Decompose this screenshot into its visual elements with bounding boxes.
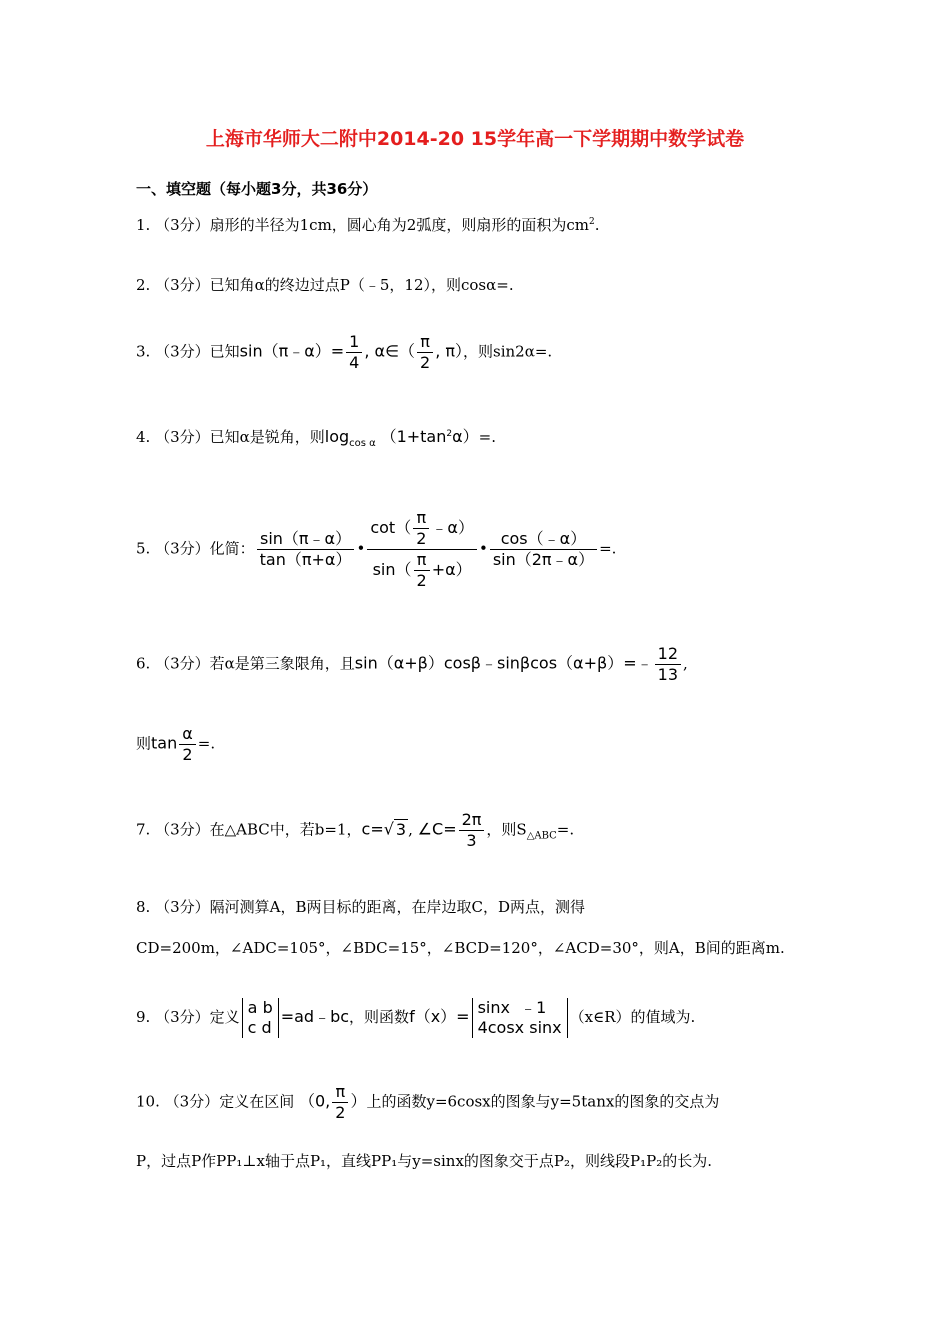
- question-6: 6. （3分）若α是第三象限角，且sin（α+β）cosβ﹣sinβcos（α+β）=﹣ $\frac{12}{13}$ ,: [136, 644, 688, 684]
- page-title: 上海市华师大二附中2014-20 15学年高一下学期期中数学试卷: [205, 128, 745, 150]
- question-10-line-2: P，过点P作PP₁⊥x轴于点P₁，直线PP₁与y=sinx的图象交于点P₂，则线段P₁P₂的长为.: [136, 1152, 713, 1170]
- question-8: 8. （3分）隔河测算A，B两目标的距离，在岸边取C，D两点，测得: [136, 898, 586, 916]
- question-6-line-2: 则tan $\frac{\alpha}{2}$ =.: [136, 724, 216, 764]
- question-1: 1. （3分）扇形的半径为1cm，圆心角为2弧度，则扇形的面积为$cm^2$.: [136, 216, 600, 234]
- question-10: 10. （3分）定义在区间 （0, $\frac{\pi}{2}$ ）上的函数y=6cosx的图象与y=5tanx的图象的交点为: [136, 1082, 720, 1122]
- determinant-function: sinx ﹣1 4cosx sinx: [472, 998, 568, 1038]
- question-9: 9. （3分）定义 a b c d =ad﹣bc，则函数f（x）= sinx ﹣1 4cosx sinx （x∈R）的值域为.: [136, 998, 696, 1037]
- question-8-line-2: CD=200m，∠ADC=105°，∠BDC=15°，∠BCD=120°，∠ACD=30°，则A，B间的距离m.: [136, 939, 785, 957]
- question-5: 5. （3分）化简： $\frac{\sin(\pi﹣\alpha)}{\tan(\pi+\alpha)}$ • cot（ $\frac{\pi}{2}$ ﹣α） sin（ $\frac{\pi}{2}$ +α） • $\frac{\cos(﹣\alpha)}{\sin(2\pi﹣\alpha)}$ =.: [136, 508, 617, 590]
- question-2: 2. （3分）已知角α的终边过点P（﹣5，12），则cosα=.: [136, 276, 514, 294]
- question-7: 7. （3分）在△ABC中，若b=1，c=√ 3 , ∠C= $\frac{2\pi}{3}$ ，则$S_{\triangle ABC}=$.: [136, 810, 575, 850]
- section-heading: 一、填空题（每小题3分，共36分）: [136, 180, 378, 198]
- question-4: 4. （3分）已知α是锐角，则$\log_{cos \alpha} (1+\tan^2\alpha)=$.: [136, 427, 497, 449]
- determinant-definition: a b c d: [242, 998, 279, 1038]
- question-3: 3. （3分）已知sin（π﹣α）= $\frac{1}{4}$ , α∈（ $\frac{\pi}{2}$ , π），则sin2α=.: [136, 332, 553, 372]
